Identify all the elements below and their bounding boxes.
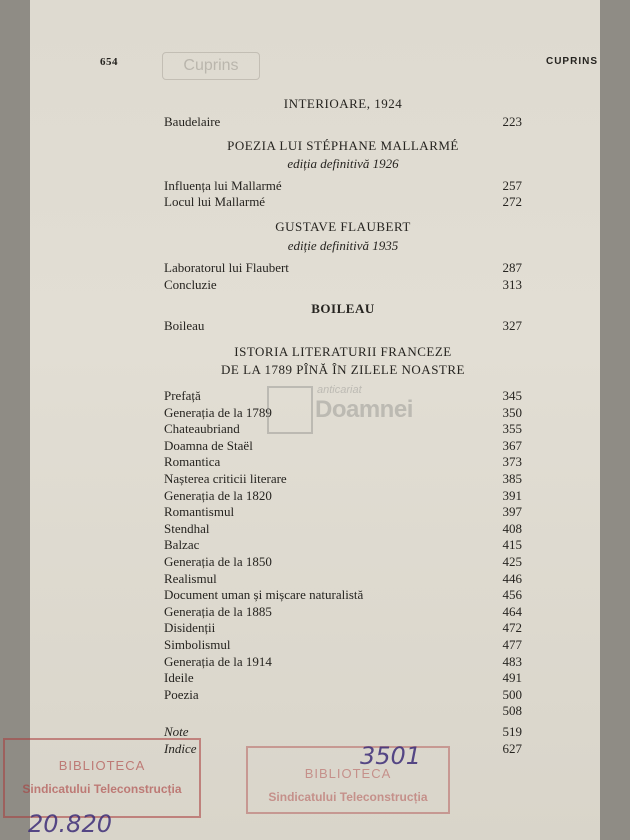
watermark-line2: Doamnei	[315, 396, 413, 423]
toc-entry	[164, 114, 522, 130]
entry-title: Generația de la 1885	[164, 603, 272, 619]
toc-entry	[164, 604, 522, 620]
entry-page: 491	[502, 670, 522, 686]
toc-entry	[164, 194, 522, 210]
stamp-line2: Sindicatului Teleconstrucția	[268, 790, 428, 804]
entry-title: Realismul	[164, 570, 217, 586]
toc-entry	[164, 654, 522, 670]
entry-title: Document uman și mișcare naturalistă	[164, 587, 364, 603]
toc-entry	[164, 620, 522, 636]
entry-page: 464	[502, 603, 522, 619]
entry-page: 355	[502, 421, 522, 437]
toc-entry	[164, 587, 522, 603]
entry-title: Chateaubriand	[164, 421, 240, 437]
entry-title: Romantica	[164, 454, 221, 470]
toc-entry	[164, 703, 522, 719]
toc-entry	[164, 178, 522, 194]
toc-entry	[164, 521, 522, 537]
entry-page: 367	[502, 437, 522, 453]
entry-page: 385	[502, 471, 522, 486]
entry-page: 391	[502, 487, 522, 503]
entry-page: 627	[502, 740, 522, 756]
book-page	[30, 0, 600, 840]
entry-title: Baudelaire	[164, 114, 221, 129]
antiquarian-watermark	[267, 380, 427, 436]
section-title-line2: DE LA 1789 PÎNĂ ÎN ZILELE NOASTRE	[221, 362, 465, 377]
entry-page: 327	[502, 318, 522, 333]
entry-title: Concluzie	[164, 277, 217, 292]
section-title: ISTORIA LITERATURII FRANCEZE	[234, 344, 452, 359]
entry-page: 408	[502, 520, 522, 536]
entry-title: Influența lui Mallarmé	[164, 178, 282, 193]
stamp-line1: BIBLIOTECA	[58, 758, 146, 773]
entry-page: 415	[502, 537, 522, 553]
handwritten-number: 20.820	[28, 810, 112, 838]
page-number: 654	[100, 56, 118, 68]
bleed-through-title: Cuprins	[162, 52, 260, 80]
watermark-logo-icon	[267, 386, 313, 434]
entry-page: 257	[502, 178, 522, 193]
entry-page: 313	[502, 277, 522, 292]
toc-entry	[164, 488, 522, 504]
entry-page: 397	[502, 504, 522, 520]
entry-page: 425	[502, 554, 522, 569]
section-title: BOILEAU	[311, 301, 375, 316]
entry-title: Generația de la 1850	[164, 554, 272, 569]
entry-page: 223	[502, 114, 522, 129]
toc-entry	[164, 504, 522, 520]
running-title: CUPRINS	[545, 56, 598, 67]
entry-page: 350	[502, 404, 522, 420]
section-subtitle: ediție definitivă 1935	[287, 238, 399, 253]
entry-title: Poezia	[164, 686, 199, 702]
entry-page: 508	[502, 703, 522, 719]
entry-title: Stendhal	[164, 520, 210, 536]
toc-entry	[164, 260, 522, 276]
section-title: INTERIOARE, 1924	[283, 96, 403, 111]
entry-title: Balzac	[164, 537, 200, 553]
entry-title: Locul lui Mallarmé	[164, 194, 266, 209]
entry-title: Romantismul	[164, 504, 235, 520]
toc-entry	[164, 571, 522, 587]
watermark-line1: anticariat	[317, 384, 362, 396]
entry-page: 272	[502, 194, 522, 209]
toc-entry	[164, 438, 522, 454]
toc-entry	[164, 318, 522, 334]
section-subtitle: ediția definitivă 1926	[287, 156, 399, 171]
entry-title: Generația de la 1820	[164, 487, 272, 503]
entry-title: Indice	[164, 740, 197, 756]
entry-page: 519	[502, 724, 522, 739]
section-title: GUSTAVE FLAUBERT	[275, 219, 411, 234]
entry-title: Generația de la 1789	[164, 404, 272, 420]
section-title: POEZIA LUI STÉPHANE MALLARMÉ	[227, 138, 459, 153]
entry-title: Nașterea criticii literare	[164, 471, 287, 486]
entry-page: 373	[502, 454, 522, 470]
stamp-line1: BIBLIOTECA	[304, 766, 392, 781]
entry-title: Prefață	[164, 388, 201, 403]
toc-entry	[164, 670, 522, 686]
entry-page: 446	[502, 570, 522, 586]
entry-title: Laboratorul lui Flaubert	[164, 260, 289, 275]
entry-title: Simbolismul	[164, 637, 231, 652]
entry-title: Note	[164, 724, 189, 739]
library-stamp	[3, 738, 201, 818]
stamp-line2: Sindicatului Teleconstrucția	[22, 782, 182, 796]
entry-page: 456	[502, 587, 522, 603]
entry-page: 472	[502, 620, 522, 636]
toc-entry	[164, 454, 522, 470]
entry-page: 477	[502, 637, 522, 652]
entry-title: Ideile	[164, 670, 194, 686]
toc-entry	[164, 277, 522, 293]
toc-entry	[164, 537, 522, 553]
toc-entry	[164, 637, 522, 653]
toc-entry	[164, 724, 522, 740]
toc-entry	[164, 554, 522, 570]
toc-entry	[164, 687, 522, 703]
entry-title: Disidenții	[164, 620, 216, 636]
entry-page: 500	[502, 686, 522, 702]
entry-page: 287	[502, 260, 522, 275]
toc-entry	[164, 471, 522, 487]
entry-page: 345	[502, 388, 522, 403]
entry-title: Generația de la 1914	[164, 653, 272, 669]
entry-title: Boileau	[164, 318, 205, 333]
handwritten-number: 3501	[360, 742, 422, 770]
entry-page: 483	[502, 653, 522, 669]
entry-title: Doamna de Staël	[164, 437, 253, 453]
